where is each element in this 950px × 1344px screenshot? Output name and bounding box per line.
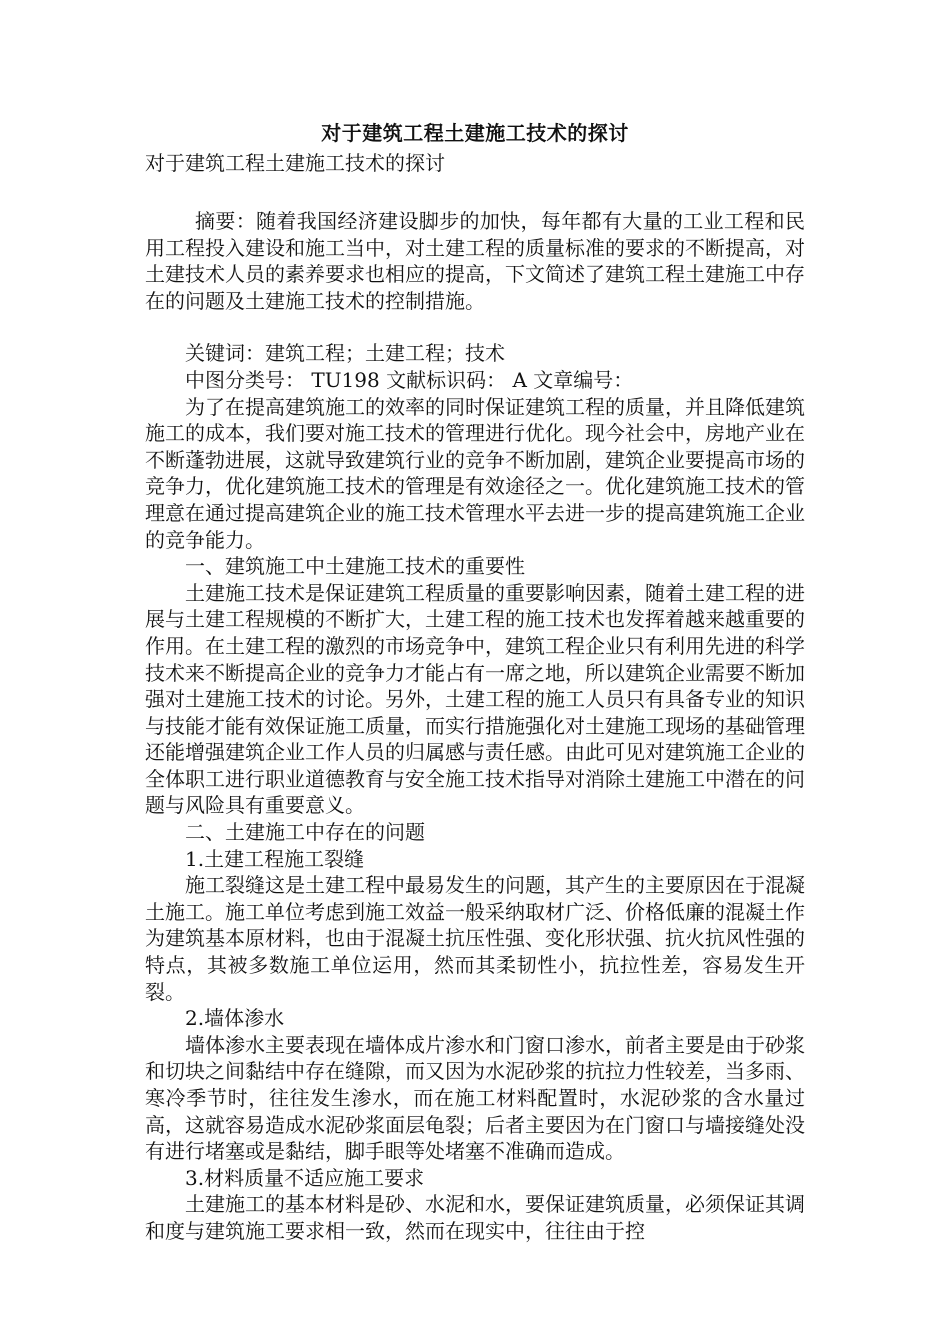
keywords-line: 关键词：建筑工程；土建工程；技术 (185, 341, 505, 366)
classification-line: 中图分类号： TU198 文献标识码： A 文章编号： (185, 367, 634, 392)
document-title: 对于建筑工程土建施工技术的探讨 (321, 121, 629, 145)
body-paragraph: 墙体渗水主要表现在墙体成片渗水和门窗口渗水，前者主要是由于砂浆和切块之间黏结中存在缝隙，而又因为水泥砂浆的抗拉力性较差，当多雨、寒冷季节时，往往发生渗水，而在施工材料配置时，水泥砂浆的含水量过高，这就容易造成水泥砂浆面层龟裂；后者主要因为在门窗口与墙接缝处没有进行堵塞或是黏结，脚手眼等处堵塞不准确而造成。 (145, 1032, 805, 1164)
body-paragraph: 为了在提高建筑施工的效率的同时保证建筑工程的质量，并且降低建筑施工的成本，我们要对施工技术的管理进行优化。现今社会中，房地产业在不断蓬勃进展，这就导致建筑行业的竞争不断加剧，建筑企业要提高市场的竞争力，优化建筑施工技术的管理是有效途径之一。优化建筑施工技术的管理意在通过提高建筑企业的施工技术管理水平去进一步的提高建筑施工企业的竞争能力。 (145, 394, 805, 552)
subsection-heading: 3.材料质量不适应施工要求 (185, 1165, 425, 1190)
abstract-paragraph: 摘要：随着我国经济建设脚步的加快，每年都有大量的工业工程和民用工程投入建设和施工当中，对土建工程的质量标准的要求的不断提高，对土建技术人员的素养要求也相应的提高，下文简述了建筑工程土建施工中存在的问题及土建施工技术的控制措施。 (145, 209, 805, 313)
body-paragraph: 土建施工的基本材料是砂、水泥和水，要保证建筑质量，必须保证其调和度与建筑施工要求相一致，然而在现实中，往往由于控 (145, 1192, 805, 1243)
section-heading: 二、土建施工中存在的问题 (185, 820, 425, 845)
subsection-heading: 1.土建工程施工裂缝 (185, 846, 365, 871)
document-subtitle: 对于建筑工程土建施工技术的探讨 (145, 151, 445, 175)
subsection-heading: 2.墙体渗水 (185, 1006, 285, 1031)
document-page (145, 118, 805, 1245)
section-heading: 一、建筑施工中土建施工技术的重要性 (185, 554, 525, 579)
body-paragraph: 施工裂缝这是土建工程中最易发生的问题，其产生的主要原因在于混凝土施工。施工单位考虑到施工效益一般采纳取材广泛、价格低廉的混凝土作为建筑基本原材料，也由于混凝土抗压性强、变化形状强、抗火抗风性强的特点，其被多数施工单位运用，然而其柔韧性小，抗拉性差，容易发生开裂。 (145, 873, 805, 1004)
body-paragraph: 土建施工技术是保证建筑工程质量的重要影响因素，随着土建工程的进展与土建工程规模的不断扩大，土建工程的施工技术也发挥着越来越重要的作用。在土建工程的激烈的市场竞争中，建筑工程企业只有利用先进的科学技术来不断提高企业的竞争力才能占有一席之地，所以建筑企业需要不断加强对土建施工技术的讨论。另外，土建工程的施工人员只有具备专业的知识与技能才能有效保证施工质量，而实行措施强化对土建施工现场的基础管理还能增强建筑企业工作人员的归属感与责任感。由此可见对建筑施工企业的全体职工进行职业道德教育与安全施工技术指导对消除土建施工中潜在的问题与风险具有重要意义。 (145, 580, 805, 818)
